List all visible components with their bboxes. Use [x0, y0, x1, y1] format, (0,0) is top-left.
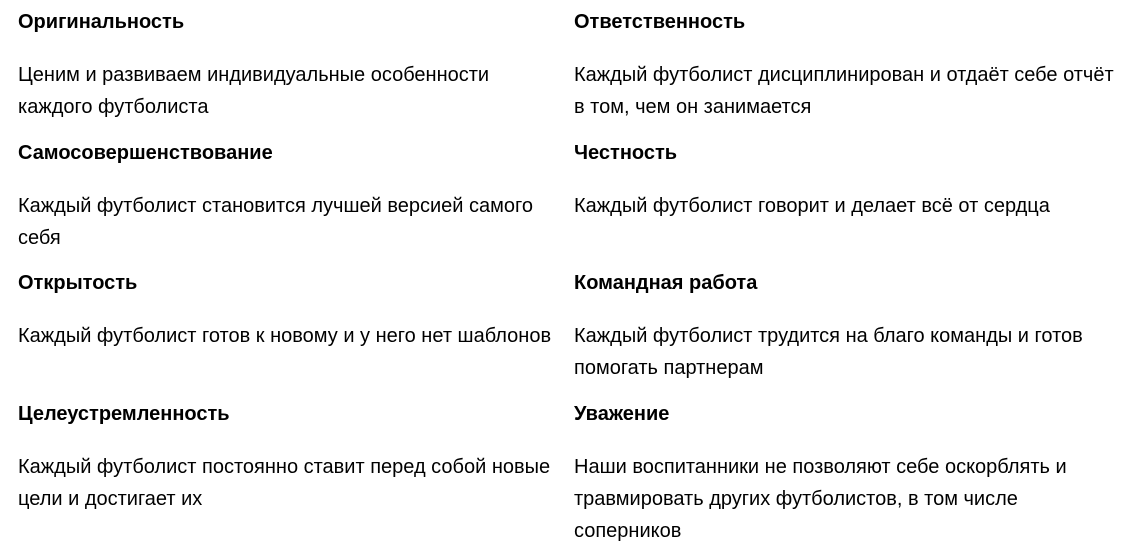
- value-title: Уважение: [574, 403, 670, 425]
- value-title: Командная работа: [574, 272, 758, 294]
- value-description: Каждый футболист дисциплинирован и отдаёт себе отчёт в том, чем он занимается: [574, 64, 1114, 118]
- value-teamwork: [574, 271, 1119, 384]
- value-title: Целеустремленность: [18, 403, 230, 425]
- value-description: Ценим и развиваем индивидуальные особенности каждого футболиста: [18, 64, 490, 118]
- value-purposefulness: [18, 402, 558, 515]
- value-title: Открытость: [18, 272, 138, 294]
- value-responsibility: [574, 10, 1119, 123]
- value-openness: [18, 271, 558, 352]
- value-respect: [574, 402, 1119, 547]
- value-honesty: [574, 141, 1119, 222]
- value-title: Ответственность: [574, 11, 746, 33]
- value-description: Каждый футболист становится лучшей версией самого себя: [18, 195, 533, 249]
- value-description: Каждый футболист готов к новому и у него нет шаблонов: [18, 325, 552, 347]
- value-title: Честность: [574, 142, 678, 164]
- value-description: Каждый футболист постоянно ставит перед собой новые цели и достигает их: [18, 456, 551, 510]
- value-description: Каждый футболист трудится на благо команды и готов помогать партнерам: [574, 325, 1083, 379]
- value-title: Самосовершенствование: [18, 142, 273, 164]
- value-self-improvement: [18, 141, 558, 254]
- value-originality: [18, 10, 558, 123]
- value-description: Наши воспитанники не позволяют себе оскорблять и травмировать других футболистов, в том числе соперников: [574, 456, 1067, 542]
- value-description: Каждый футболист говорит и делает всё от сердца: [574, 195, 1050, 217]
- value-title: Оригинальность: [18, 11, 185, 33]
